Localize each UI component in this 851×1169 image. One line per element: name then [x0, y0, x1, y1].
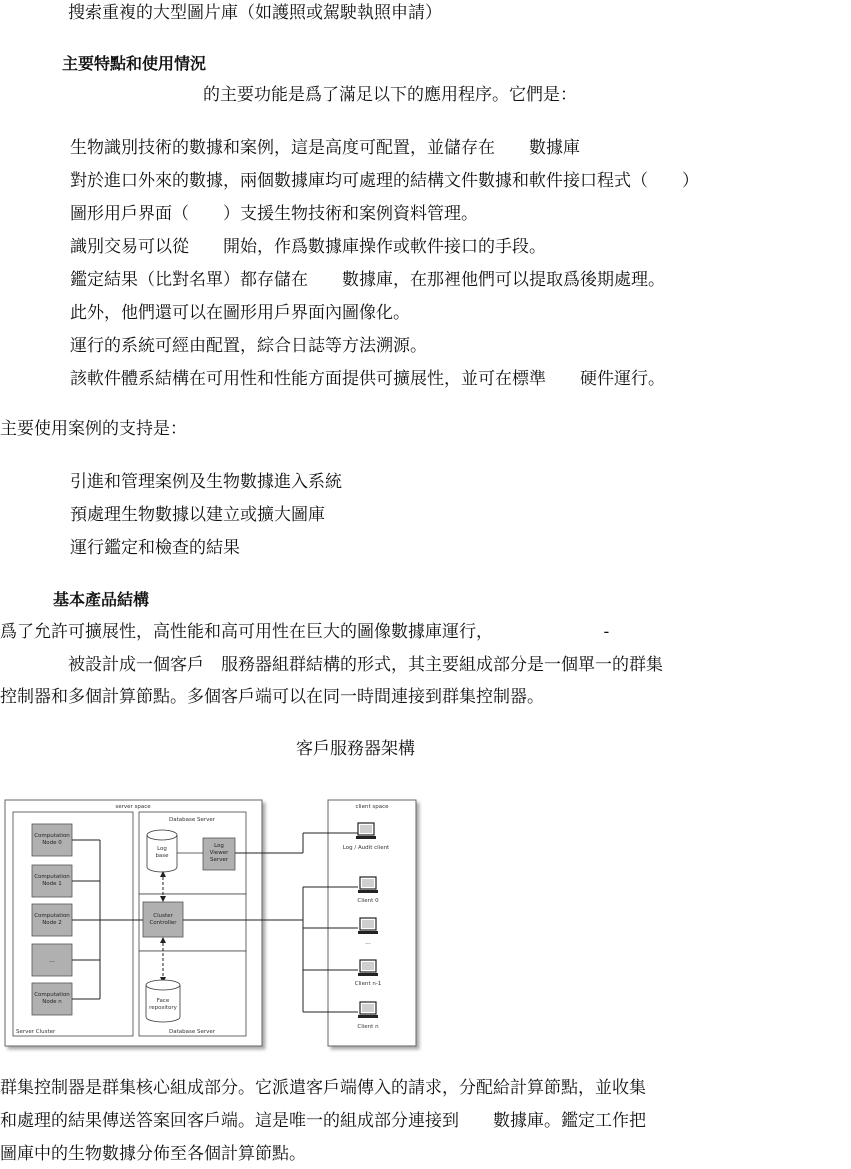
cluster-controller	[143, 902, 183, 937]
feature-item: 生物識別技術的數據和案例，這是高度可配置，並儲存在 數據庫	[70, 138, 580, 158]
feature-item: 此外，他們還可以在圖形用戶界面內圖像化。	[70, 303, 410, 323]
feature-item: 鑑定結果（比對名單）都存儲在 數據庫，在那裡他們可以提取爲後期處理。	[70, 270, 665, 290]
computation-node-1	[32, 865, 72, 897]
figure-caption: 客戶服務器架構	[296, 739, 415, 759]
use-case-item: 運行鑑定和檢查的結果	[70, 538, 240, 558]
svg-text:Server: Server	[209, 857, 229, 863]
use-case-item: 引進和管理案例及生物數據進入系統	[70, 472, 342, 492]
architecture-diagram	[0, 795, 430, 1053]
svg-text:Client n-1: Client n-1	[354, 981, 382, 987]
svg-text:...: ...	[365, 939, 371, 946]
svg-text:repository: repository	[149, 1005, 177, 1011]
feature-item: 識別交易可以從 開始，作爲數據庫操作或軟件接口的手段。	[70, 237, 546, 257]
log-base-db-icon	[147, 830, 177, 872]
top-line: 搜索重複的大型圖片庫（如護照或駕駛執照申請）	[68, 3, 442, 23]
features-intro: 的主要功能是爲了滿足以下的應用程序。它們是：	[203, 85, 577, 105]
svg-text:Node 2: Node 2	[42, 920, 62, 926]
controller-para-line: 和處理的結果傳送答案回客戶端。這是唯一的組成部分連接到 數據庫。鑑定工作把	[0, 1111, 646, 1131]
section-heading-features: 主要特點和使用情況	[62, 54, 207, 73]
client-n-computer-icon	[357, 1002, 379, 1030]
svg-text:...: ...	[49, 957, 55, 964]
svg-text:Log / Audit client: Log / Audit client	[342, 845, 390, 851]
structure-para-line: 控制器和多個計算節點。多個客戶端可以在同一時間連接到群集控制器。	[0, 687, 544, 707]
structure-para-line: 被設計成一個客戶 服務器組群結構的形式，其主要組成部分是一個單一的群集	[0, 655, 663, 675]
server-cluster-label: Server Cluster	[16, 1029, 56, 1035]
svg-text:Node 0: Node 0	[42, 840, 62, 846]
computation-node-0	[32, 824, 72, 856]
svg-text:Viewer: Viewer	[209, 850, 229, 856]
computation-node-2	[32, 904, 72, 936]
server-cluster-box	[13, 812, 133, 1036]
svg-text:Computation: Computation	[34, 833, 70, 839]
client-0-computer-icon	[357, 877, 379, 904]
use-case-intro: 主要使用案例的支持是：	[0, 419, 187, 439]
svg-text:Cluster: Cluster	[153, 913, 173, 919]
section-heading-structure: 基本產品結構	[53, 590, 150, 609]
structure-para-line: 爲了允許可擴展性，高性能和高可用性在巨大的圖像數據庫運行， -	[0, 622, 610, 642]
svg-text:Log: Log	[157, 846, 167, 852]
feature-item: 該軟件體系結構在可用性和性能方面提供可擴展性，並可在標準 硬件運行。	[70, 369, 665, 389]
use-case-item: 預處理生物數據以建立或擴大圖庫	[70, 505, 325, 525]
svg-text:base: base	[155, 853, 169, 859]
client-space-label: client space	[355, 804, 389, 810]
db-server-bottom-label: Database Server	[168, 1029, 216, 1035]
svg-text:Node 1: Node 1	[42, 881, 62, 887]
controller-para-line: 圖庫中的生物數據分佈至各個計算節點。	[0, 1144, 306, 1164]
svg-text:Client n: Client n	[357, 1024, 379, 1030]
svg-text:Computation: Computation	[34, 874, 70, 880]
svg-text:Controller: Controller	[149, 920, 177, 926]
svg-text:Client 0: Client 0	[357, 898, 379, 904]
svg-text:Computation: Computation	[34, 992, 70, 998]
log-viewer-server	[203, 838, 235, 870]
feature-item: 對於進口外來的數據，兩個數據庫均可處理的結構文件數據和軟件接口程式（ ）	[70, 171, 699, 191]
svg-text:Node n: Node n	[42, 999, 62, 1005]
server-space-label: server space	[115, 804, 151, 810]
computation-node-ellipsis	[32, 944, 72, 976]
svg-text:Log: Log	[214, 843, 224, 849]
feature-item: 圖形用戶界面（ ）支援生物技術和案例資料管理。	[70, 204, 478, 224]
svg-text:Computation: Computation	[34, 913, 70, 919]
controller-para-line: 群集控制器是群集核心組成部分。它派遣客戶端傳入的請求，分配給計算節點，並收集	[0, 1078, 646, 1098]
svg-text:Face: Face	[156, 998, 170, 1004]
feature-item: 運行的系統可經由配置，綜合日誌等方法溯源。	[70, 336, 427, 356]
computation-node-n	[32, 983, 72, 1015]
face-repository-db-icon	[146, 980, 180, 1022]
db-server-top-label: Database Server	[168, 817, 216, 823]
